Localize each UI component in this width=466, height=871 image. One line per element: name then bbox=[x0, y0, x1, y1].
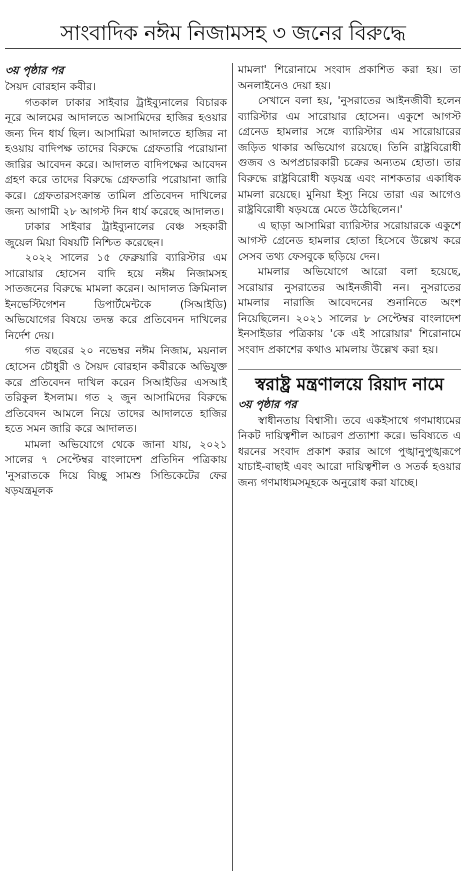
article-paragraph: সৈয়দ বোরহান কবীর। bbox=[5, 81, 96, 94]
article-paragraph: মামলার অভিযোগে আরো বলা হয়েছে, সরোয়ার নুসরাতের আইনজীবী নন। নুসরাতের মামলার নারাজি আবেদনের শুনানিতে অংশ নিয়েছিলেন। ২০২১ সালের ৮ সেপ্টেম্বর বাংলাদেশ ইনসাইডার পত্রিকায় 'কে এই সারোয়ার' শিরোনামে সংবাদ প্রকাশের কথাও মামলায় উল্লেখ করা হয়। bbox=[238, 266, 461, 356]
article-paragraph: মামলা' শিরোনামে সংবাদ প্রকাশিত করা হয়। তা অনলাইনেও দেয়া হয়। bbox=[238, 64, 461, 92]
right-column bbox=[233, 63, 461, 871]
left-column bbox=[5, 63, 233, 871]
headline: সাংবাদিক নঈম নিজামসহ ৩ জনের বিরুদ্ধে bbox=[5, 18, 461, 49]
continued-from-label: ৩য় পৃষ্ঠার পর bbox=[5, 64, 64, 78]
article-paragraph: মামলা অভিযোগে থেকে জানা যায়, ২০২১ সালের ৭ সেপ্টেম্বর বাংলাদেশ প্রতিদিন পত্রিকায় 'নুসরাতকে দিয়ে বিচ্ছু সামশু সিন্ডিকেটের ফের ষড়যন্ত্রমূলক bbox=[5, 438, 227, 498]
article-paragraph: গতকাল ঢাকার সাইবার ট্রাইব্যুনালের বিচারক নূরে আলমের আদালতে আসামিদের হাজির হওয়ার জন্য দিন ধার্য ছিল। আসামিরা আদালতে হাজির না হওয়ায় বাদিপক্ষ তাদের বিরুদ্ধে গ্রেফতারি পরোয়ানা জারির আবেদন করে। আদালত বাদিপক্ষের আবেদন গ্রহণ করে তাদের বিরুদ্ধে গ্রেফতারি পরোয়ানা জারি করে। গ্রেফতারসংক্রান্ত তামিল প্রতিবেদন দাখিলের জন্য আগামী ২৮ আগস্ট দিন ধার্য করেছে আদালত। bbox=[5, 96, 227, 218]
article-paragraph: সেখানে বলা হয়, 'নুসরাতের আইনজীবী হলেন ব্যারিস্টার এম সারোয়ার হোসেন। একুশে আগস্ট গ্রেনেড হামলার সঙ্গে ব্যারিস্টার এম সারোয়ারের জড়িত থাকার অভিযোগ রয়েছে। তিনি রাষ্ট্রবিরোধী গুজব ও অপপ্রচারকারী চক্রের অন্যতম হোতা। তার বিরুদ্ধে রাষ্ট্রবিরোধী ষড়যন্ত্র এবং নাশকতার একাধিক মামলা রয়েছে। মুনিয়া ইস্যু নিয়ে তারা এর আগেও রাষ্ট্রবিরোধী ষড়যন্ত্রে মেতে উঠেছিলেন।' bbox=[238, 95, 461, 217]
article-paragraph: স্বাধীনতায় বিশ্বাসী। তবে একইসাথে গণমাধ্যমের নিকট দায়িত্বশীল আচরণ প্রত্যাশা করে। ভবিষ্যতে এ ধরনের সংবাদ প্রকাশ করার আগে পুঙ্খানুপুঙ্খরূপে যাচাই-বাছাই এবং আরো দায়িত্বশীল ও সতর্ক হওয়ার জন্য গণমাধ্যমসমূহকে অনুরোধ করা যাচ্ছে। bbox=[238, 414, 461, 489]
article-columns bbox=[5, 63, 461, 871]
article-paragraph: গত বছরের ২০ নভেম্বর নঈম নিজাম, ময়নাল হোসেন চৌধুরী ও সৈয়দ বোরহান কবীরকে অভিযুক্ত করে প্রতিবেদন দাখিল করেন সিআইডির এসআই তরিকুল ইসলাম। গত ২ জুন আসামিদের বিরুদ্ধে প্রতিবেদন আমলে নিয়ে তাদের আদালতে হাজির হতে সমন জারি করে আদালত। bbox=[5, 345, 227, 436]
secondary-article bbox=[238, 369, 461, 492]
article-paragraph: ২০২২ সালের ১৫ ফেব্রুয়ারি ব্যারিস্টার এম সারোয়ার হোসেন বাদি হয়ে নঈম নিজামসহ সাতজনের বিরুদ্ধে মামলা করেন। আদালত ক্রিমিনাল ইনভেস্টিগেশন ডিপার্টমেন্টকে (সিআইডি) অভিযোগের বিষয়ে তদন্ত করে প্রতিবেদন দাখিলের নির্দেশ দেয়। bbox=[5, 252, 227, 342]
article-paragraph: ঢাকার সাইবার ট্রাইব্যুনালের বেঞ্চ সহকারী জুয়েল মিয়া বিষয়টি নিশ্চিত করেছেন। bbox=[5, 221, 227, 249]
secondary-headline: স্বরাষ্ট্র মন্ত্রণালয়ে রিয়াদ নামে bbox=[255, 374, 444, 395]
article-paragraph: এ ছাড়া আসামিরা ব্যারিস্টার সরোয়ারকে একুশে আগস্ট গ্রেনেড হামলার হোতা হিসেবে উল্লেখ করে সেসব তথ্য ফেসবুকে ছড়িয়ে দেন। bbox=[238, 219, 461, 263]
continued-from-label: ৩য় পৃষ্ঠার পর bbox=[238, 397, 297, 411]
